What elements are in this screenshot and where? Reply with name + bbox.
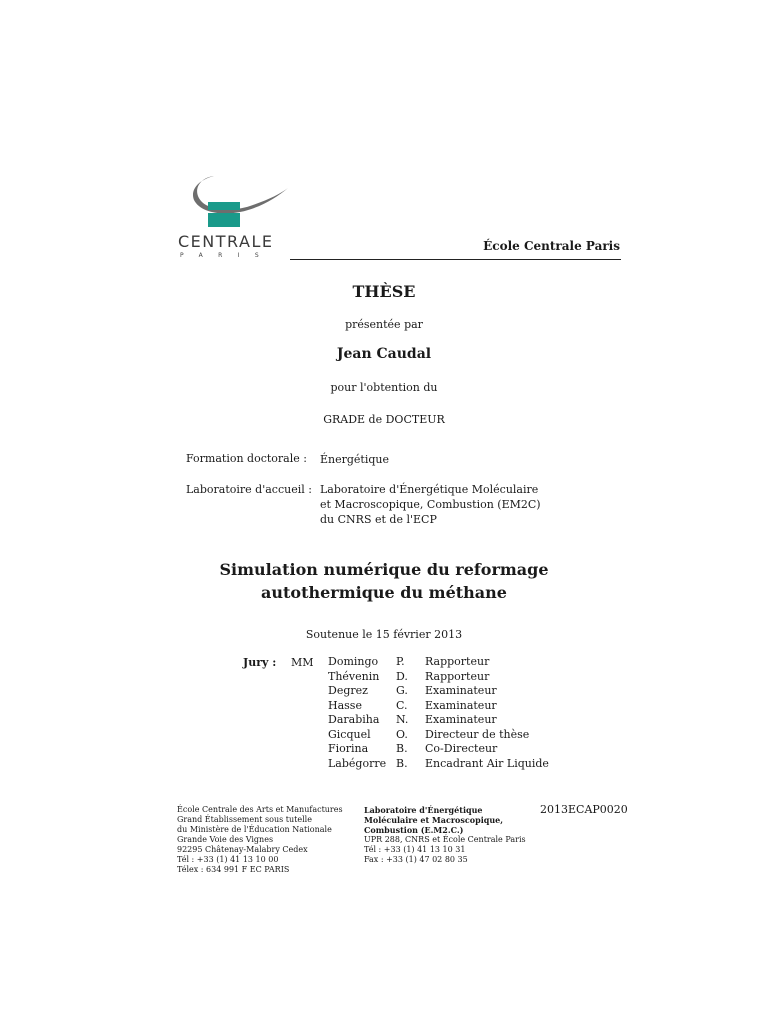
jury-row bbox=[328, 684, 549, 699]
footer-line: Télex : 634 991 F EC PARIS bbox=[177, 865, 290, 874]
jury-member-name: Degrez bbox=[328, 684, 368, 697]
defense-date: Soutenue le 15 février 2013 bbox=[305, 628, 463, 641]
formation-value: Énergétique bbox=[320, 453, 390, 466]
footer-line: Tél : +33 (1) 41 13 10 31 bbox=[364, 845, 466, 854]
thesis-title-line: autothermique du méthane bbox=[261, 583, 507, 602]
presented-by: présentée par bbox=[345, 318, 423, 331]
jury-member-role: Rapporteur bbox=[425, 655, 490, 668]
jury-table bbox=[328, 655, 549, 771]
footer-school-address bbox=[177, 805, 343, 875]
logo-subtitle: PARIS bbox=[180, 252, 275, 259]
jury-row bbox=[328, 742, 549, 757]
lab-line: du CNRS et de l'ECP bbox=[320, 513, 437, 526]
thesis-reference-code: 2013ECAP0020 bbox=[540, 803, 628, 816]
lab-line: et Macroscopique, Combustion (EM2C) bbox=[320, 498, 541, 511]
lab-value bbox=[320, 482, 541, 527]
jury-row bbox=[328, 699, 549, 714]
footer-line: du Ministère de l'Éducation Nationale bbox=[177, 825, 332, 834]
lab-line: Laboratoire d'Énergétique Moléculaire bbox=[320, 483, 539, 496]
jury-member-initial: B. bbox=[396, 742, 408, 755]
jury-member-initial: N. bbox=[396, 713, 409, 726]
footer-line: Fax : +33 (1) 47 02 80 35 bbox=[364, 855, 468, 864]
header-divider bbox=[290, 259, 621, 260]
jury-member-role: Rapporteur bbox=[425, 669, 490, 683]
footer-lab-name: Laboratoire d'Énergétique bbox=[364, 805, 483, 815]
jury-member-initial: D. bbox=[396, 669, 408, 683]
jury-label: Jury : bbox=[243, 656, 277, 669]
jury-member-role: Encadrant Air Liquide bbox=[425, 756, 549, 770]
footer-line: École Centrale des Arts et Manufactures bbox=[177, 805, 343, 814]
jury-row bbox=[328, 670, 549, 685]
logo-wordmark: CENTRALE bbox=[178, 232, 274, 251]
jury-member-role: Directeur de thèse bbox=[425, 727, 530, 741]
degree-grade: GRADE de DOCTEUR bbox=[323, 413, 445, 426]
document-type-title: THÈSE bbox=[352, 282, 416, 301]
jury-prefix: MM bbox=[291, 656, 314, 669]
jury-row bbox=[328, 757, 549, 772]
jury-member-role: Examinateur bbox=[425, 713, 497, 726]
footer-line: 92295 Châtenay-Malabry Cedex bbox=[177, 845, 308, 854]
footer-line: UPR 288, CNRS et École Centrale Paris bbox=[364, 835, 526, 844]
centrale-logo-icon bbox=[180, 172, 292, 234]
footer-line: Grand Établissement sous tutelle bbox=[177, 815, 312, 824]
for-obtaining: pour l'obtention du bbox=[330, 381, 438, 394]
jury-member-name: Labégorre bbox=[328, 756, 387, 770]
jury-member-initial: C. bbox=[396, 698, 408, 712]
jury-row bbox=[328, 713, 549, 728]
jury-member-initial: O. bbox=[396, 727, 408, 741]
jury-member-role: Co-Directeur bbox=[425, 742, 498, 755]
jury-member-name: Gicquel bbox=[328, 727, 371, 741]
footer-lab-name: Combustion (E.M2.C.) bbox=[364, 825, 464, 835]
jury-member-name: Domingo bbox=[328, 655, 379, 668]
jury-row bbox=[328, 655, 549, 670]
jury-row bbox=[328, 728, 549, 743]
jury-member-name: Hasse bbox=[328, 698, 362, 712]
footer-lab-name: Moléculaire et Macroscopique, bbox=[364, 815, 504, 825]
jury-member-role: Examinateur bbox=[425, 684, 497, 697]
jury-member-role: Examinateur bbox=[425, 698, 497, 712]
school-name: École Centrale Paris bbox=[483, 239, 620, 253]
lab-label: Laboratoire d'accueil : bbox=[186, 483, 312, 496]
thesis-title-line: Simulation numérique du reformage bbox=[219, 560, 549, 579]
jury-member-name: Darabiha bbox=[328, 713, 380, 726]
author-name: Jean Caudal bbox=[336, 346, 432, 362]
jury-member-initial: G. bbox=[396, 684, 408, 697]
formation-label: Formation doctorale : bbox=[186, 452, 307, 465]
jury-member-initial: B. bbox=[396, 756, 408, 770]
jury-member-name: Fiorina bbox=[328, 742, 369, 755]
jury-member-initial: P. bbox=[396, 655, 405, 668]
jury-member-name: Thévenin bbox=[328, 669, 380, 683]
footer-line: Tél : +33 (1) 41 13 10 00 bbox=[177, 855, 279, 864]
footer-lab-address bbox=[364, 805, 526, 865]
thesis-title bbox=[0, 558, 768, 604]
footer-line: Grande Voie des Vignes bbox=[177, 835, 274, 844]
